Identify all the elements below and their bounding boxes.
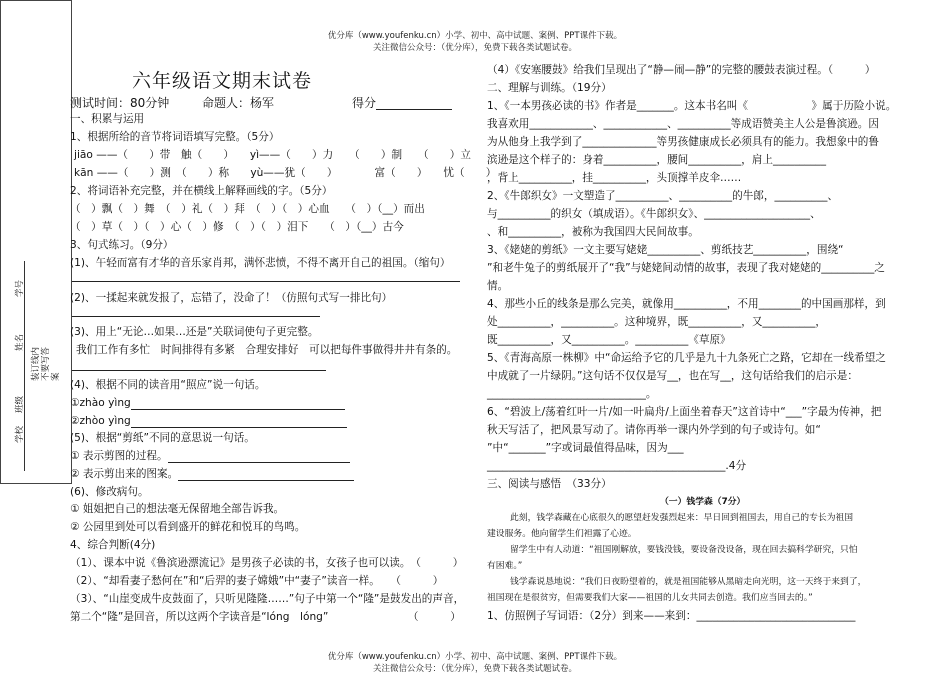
binding-note: 装订线内不要写答案 [31,346,61,381]
right-line-0: （4）《安塞腰鼓》给我们呈现出了“静—闹—静”的完整的腰鼓表演过程。（ ） [487,64,876,76]
right-line-16: 5、《青海高原一株柳》中“命运给予它的几乎是九十九条死亡之路，它却在一线希望之 [487,352,886,364]
right-line-14: 处__________，__________。这种境界，既__________，又__________， [487,316,826,328]
section-3-heading: 三、阅读与感悟 （33分） [487,478,612,490]
binding-school: 学校 [15,425,25,443]
right-line-19: 6、“碧波上/荡着红叶一片/如一叶扁舟/上面坐着春天”这首诗中“___”字最为传神，把 [487,406,882,418]
question-1: 1、根据所给的音节将词语填写完整。（5分） [70,131,280,143]
right-line-3: 我喜欢用____________、____________、__________等成语赞美主人公是鲁滨逊。因 [487,118,879,130]
watermark-top-2: 关注微信公众号：（优分库），免费下载各类试题试卷。 [372,43,577,53]
right-line-2: 1、《一本男孩必读的书》作者是_______。这本书名叫《 》属于历险小说。 [487,100,897,112]
question-3-1: (1)、午轻而富有才华的音乐家肖邦，满怀悲愤，不得不离开自己的祖国。（缩句） [70,257,451,269]
question-3-3-sentence: 我们工作有多忙 时间排得有多紧 合理安排好 可以把每件事做得井井有条的。 [76,344,458,356]
question-4-1: （1）、课本中说《鲁滨逊漂流记》是男孩子必读的书，女孩子也可以读。 （ ） [70,557,464,569]
question-3-6-b: ② 公园里到处可以看到盛开的鲜花和悦耳的鸟鸣。 [70,521,306,533]
right-line-13: 4、那些小丘的线条是那么完美，就像用__________，不用________的中国画那样，到 [487,298,886,310]
question-1-row-2: kān ——（ ）测 （ ）称 yù——犹（ ） 富（ ） 忧（ ） [74,167,497,179]
right-line-9: 、和__________，被称为我国四大民间故事。 [487,226,699,238]
page-title: 六年级语文期末试卷 [132,70,313,92]
binding-name: 姓名 [15,333,25,351]
watermark-bottom-1: 优分库（www.youfenku.cn）小学、初中、高中试题、案例、PPT课件下载。 [327,652,623,662]
question-3-4-b: ②zhòo yìng [70,415,347,428]
reading-1-para-1: 此刻，钱学森藏在心底很久的愿望赶发强烈起来：早日回到祖国去，用自己的专长为祖国 [510,513,854,523]
reading-1-para-1b: 建设服务。他向留学生们袒露了心迹。 [487,529,637,539]
answer-line [72,281,460,282]
right-line-22: _____________________________________________.4分 [487,460,747,472]
watermark-bottom-2: 关注微信公众号：（优分库），免费下载各类试题试卷。 [372,664,577,674]
section-1-heading: 一、积累与运用 [70,113,145,125]
question-4-3-cont: 第二个“隆”是回音，所以这两个字读音是“lóng lóng” （ ） [70,611,461,623]
right-line-6: ，背上__________，挂__________，头顶撑羊皮伞…… [487,172,742,184]
question-3-5-a: ① 表示剪图的过程。 [70,450,350,463]
right-line-7: 2、《牛郎织女》一文塑造了__________、__________的牛郎，__________、 [487,190,839,202]
question-2: 2、将词语补充完整，并在横线上解释画线的字。（5分） [70,185,333,197]
question-3-4: (4)、根据不同的读音用“照应”说一句话。 [70,379,266,391]
question-3: 3、句式练习。（9分） [70,239,174,251]
reading-1-para-2b: 有困难。” [487,561,523,571]
section-2-heading: 二、理解与训练。（19分） [487,82,612,94]
question-3-5-b: ② 表示剪出来的图案。 [70,468,354,481]
right-line-21: ”中“_______”字或词最值得品味，因为___ [487,442,684,454]
right-line-18: ______________________________。 [487,388,657,400]
right-line-5: 滨逊是这个样子的：身着__________，腰间__________，肩上__________ [487,154,826,166]
right-line-20: 秋天写活了，把风景写动了。请你再举一课内外学到的句子或诗句。如“ [487,424,821,436]
score-label: 得分 [352,97,452,110]
right-line-15: 既__________，又__________。__________《草原》 [487,334,731,346]
binding-class: 班级 [15,395,25,413]
right-line-11: ”和老牛兔子的剪纸展开了“我”与姥姥间动情的故事，表现了我对姥姥的__________之 [487,262,885,274]
test-time: 测试时间：80分钟 [70,96,170,110]
question-4-2: （2）、“却看妻子愁何在”和“后羿的妻子嫦娥”中“妻子”读音一样。 （ ） [70,575,444,587]
question-2-row-1: （ ）飘（ ）舞 （ ）礼（ ）拜 （ ）（ ）心血 （ ）（__）而出 [70,203,425,215]
watermark-top-1: 优分库（www.youfenku.cn）小学、初中、高中试题、案例、PPT课件下载。 [327,31,623,41]
question-1-row-1: jiāo ——（ ）带 触（ ） yì——（ ）力 （ ）制 （ ）立 [74,149,471,161]
reading-1-question-1: 1、仿照例子写词语：（2分）到来——来到：______________________________ [487,610,856,622]
right-line-12: 情。 [487,280,509,292]
answer-line [72,370,326,371]
question-3-5: (5)、根据“剪纸”不同的意思说一句话。 [70,432,255,444]
question-4-3: （3）、“山崖变成牛皮鼓面了，只听见隆隆……”句子中第一个“隆”是鼓发出的声音， [70,593,465,605]
right-line-17: 中成就了一片绿阴。”这句话不仅仅是写__，也在写__，这句话给我们的启示是： [487,370,858,382]
right-line-8: 与__________的织女（填成语）。《牛郎织女》、____________________、 [487,208,821,220]
reading-1-para-3: 钱学森说恳地说：“我们日夜盼望着的，就是祖国能够从黑暗走向光明，这一天终于来到了， [510,577,867,587]
question-3-3: (3)、用上“无论…如果…还是”关联词使句子更完整。 [70,326,319,338]
question-3-2: (2)、一揉起来就发报了，忘错了，没命了！（仿照句式写一排比句） [70,292,393,304]
question-3-6-a: ① 姐姐把自己的想法毫无保留地全部告诉我。 [70,503,285,515]
question-3-4-a: ①zhào yìng [70,397,345,410]
question-4: 4、综合判断(4分) [70,539,156,551]
right-line-10: 3、《姥姥的剪纸》一文主要写姥姥__________、剪纸技艺__________，围绕“ [487,244,844,256]
question-3-6: (6)、修改病句。 [70,486,149,498]
answer-line [72,316,320,317]
right-line-4: 为从他身上我学到了______________等男孩健康成长必须具有的能力。我想象中的鲁 [487,136,879,148]
reading-1-para-3b: 祖国现在是很贫穷，但需要我们大家——祖国的儿女共同去创造。我们应当回去的。” [487,593,813,603]
reading-1-para-2: 留学生中有人动道：“祖国刚解放，要钱没钱，要设备没设备，现在回去搞科学研究，只怕 [510,545,858,555]
reading-1-title: （一）钱学森（7分） [660,497,746,507]
binding-strip [0,0,72,484]
question-2-row-2: （ ）草（ ）（ ）心（ ）修 （ ）（ ）泪下 （ ）（__）古今 [70,221,404,233]
binding-line [24,261,26,471]
binding-id: 学号 [15,279,25,297]
author: 命题人：杨军 [202,96,275,110]
